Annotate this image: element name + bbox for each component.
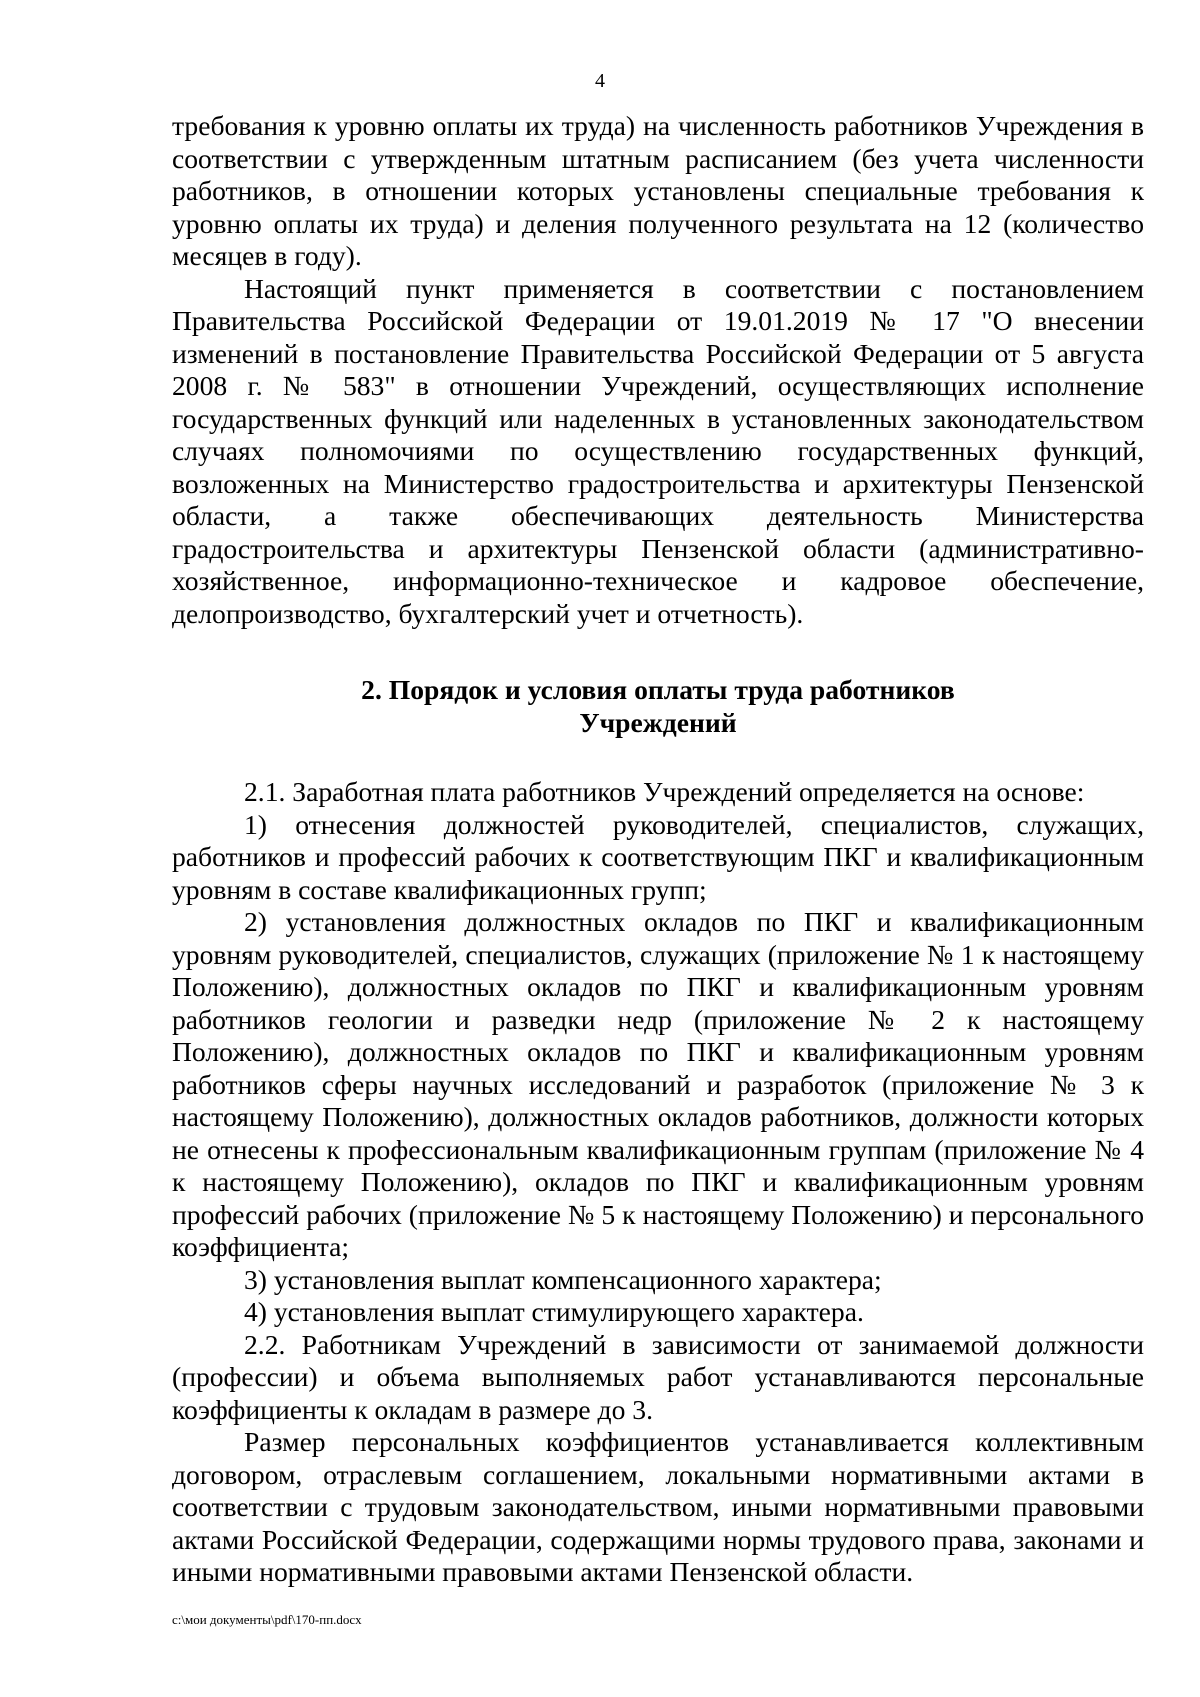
section-heading-line1: 2. Порядок и условия оплаты труда работников (361, 674, 955, 705)
document-body (172, 110, 1144, 1589)
paragraph-resolution: Настоящий пункт применяется в соответствии с постановлением Правительства Российской Федерации от 19.01.2019 № 17 "О внесении изменений в постановление Правительства Российской Федерации от 5 августа 2008 г. № 583" в отношении Учреждений, осуществляющих исполнение государственных функций или наделенных в установленных законодательством случаях полномочиями по осуществлению государственных функций, возложенных на Министерство градостроительства и архитектуры Пензенской области, а также обеспечивающих деятельность Министерства градостроительства и архитектуры Пензенской области (административно-хозяйственное, информационно-техническое и кадровое обеспечение, делопроизводство, бухгалтерский учет и отчетность). (172, 272, 1144, 629)
page-number: 4 (595, 70, 605, 92)
list-item-2: 2) установления должностных окладов по ПКГ и квалификационным уровням руководителей, специалистов, служащих (приложение № 1 к настоящему Положению), должностных окладов по ПКГ и квалификационным уровням работников геологии и разведки недр (приложение № 2 к настоящему Положению), должностных окладов по ПКГ и квалификационным уровням работников сферы научных исследований и разработок (приложение № 3 к настоящему Положению), должностных окладов работников, должности которых не отнесены к профессиональным квалификационным группам (приложение № 4 к настоящему Положению), окладов по ПКГ и квалификационным уровням профессий рабочих (приложение № 5 к настоящему Положению) и персонального коэффициента; (172, 906, 1144, 1262)
section-heading (172, 674, 1144, 739)
footer-file-path: c:\мои документы\pdf\170-пп.docx (172, 1612, 362, 1627)
paragraph-2-2: 2.2. Работникам Учреждений в зависимости от занимаемой должности (профессии) и объема выполняемых работ устанавливаются персональные коэффициенты к окладам в размере до 3. (172, 1328, 1144, 1425)
list-item-4: 4) установления выплат стимулирующего характера. (244, 1296, 864, 1327)
section-heading-line2: Учреждений (579, 706, 737, 738)
list-item-1: 1) отнесения должностей руководителей, специалистов, служащих, работников и профессий рабочих к соответствующим ПКГ и квалификационным уровням в составе квалификационных групп; (172, 808, 1144, 905)
paragraph-coefficients: Размер персональных коэффициентов устанавливается коллективным договором, отраслевым соглашением, локальными нормативными актами в соответствии с трудовым законодательством, иными нормативными правовыми актами Российской Федерации, содержащими нормы трудового права, законами и иными нормативными правовыми актами Пензенской области. (172, 1426, 1144, 1587)
paragraph-continuation: требования к уровню оплаты их труда) на численность работников Учреждения в соответствии с утвержденным штатным расписанием (без учета численности работников, в отношении которых установлены специальные требования к уровню оплаты их труда) и деления полученного результата на 12 (количество месяцев в году). (172, 110, 1144, 271)
list-item-3: 3) установления выплат компенсационного характера; (244, 1263, 882, 1295)
paragraph-2-1: 2.1. Заработная плата работников Учреждений определяется на основе: (244, 776, 1085, 807)
